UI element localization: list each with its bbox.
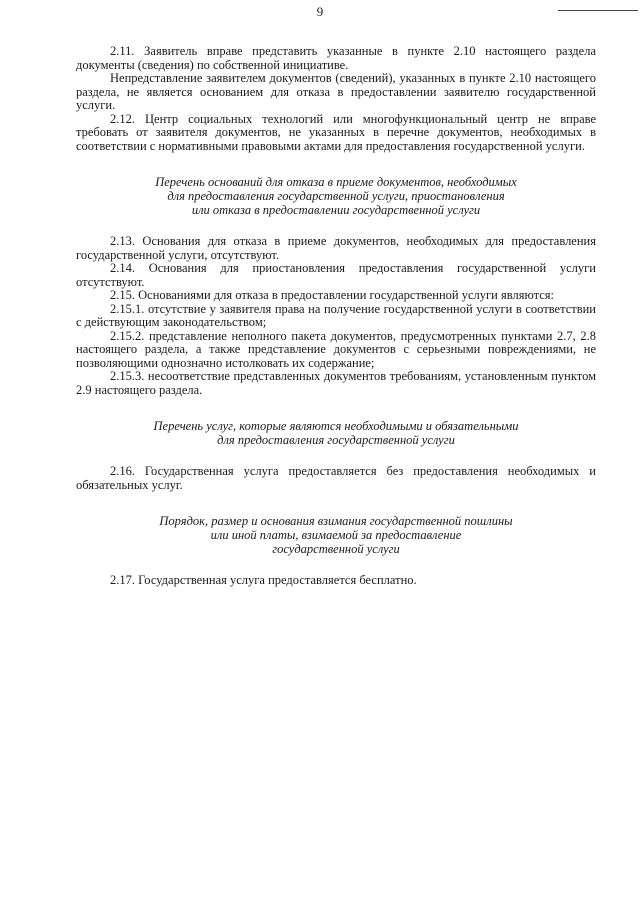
- paragraph-2-16: 2.16. Государственная услуга предоставляется без предоставления необходимых и обязательных услуг.: [76, 464, 596, 492]
- paragraph-2-15-2: 2.15.2. представление неполного пакета документов, предусмотренных пунктами 2.7, 2.8 настоящего раздела, а также представление документов с серьезными повреждениями, не позволяющими однозначно истолковать их содержание;: [76, 328, 596, 370]
- heading-line: или отказа в предоставлении государственной услуги: [191, 203, 481, 217]
- paragraph-non-submission: Непредставление заявителем документов (сведений), указанных в пункте 2.10 настоящего раздела, не является основанием для отказа в предоставлении заявителю государственной услуги.: [76, 71, 596, 112]
- page-number: 9: [316, 4, 324, 19]
- scan-edge-line: [558, 10, 638, 11]
- heading-line: Перечень услуг, которые являются необходимыми и обязательными: [153, 419, 519, 433]
- heading-line: Порядок, размер и основания взимания государственной пошлины: [159, 514, 513, 528]
- section-heading-refusal-grounds: [76, 175, 596, 217]
- paragraph-2-15-1: 2.15.1. отсутствие у заявителя права на получение государственной услуги в соответствии с действующим законодательством;: [76, 301, 596, 329]
- document-body: [76, 45, 596, 588]
- heading-line: Перечень оснований для отказа в приеме документов, необходимых: [155, 175, 517, 189]
- heading-line: для предоставления государственной услуги, приостановления: [167, 189, 505, 203]
- heading-line: государственной услуги: [272, 542, 400, 556]
- paragraph-2-13: 2.13. Основания для отказа в приеме документов, необходимых для предоставления государственной услуги, отсутствуют.: [76, 234, 596, 262]
- paragraph-2-17: 2.17. Государственная услуга предоставляется бесплатно.: [110, 573, 417, 587]
- heading-line: для предоставления государственной услуги: [217, 433, 455, 447]
- heading-line: или иной платы, взимаемой за предоставление: [210, 528, 462, 542]
- paragraph-2-12: 2.12. Центр социальных технологий или многофункциональный центр не вправе требовать от заявителя документов, не указанных в перечне документов, необходимых в соответствии с нормативными правовыми актами для предоставления государственной услуги.: [76, 111, 596, 153]
- section-heading-fees: [76, 514, 596, 556]
- section-heading-mandatory-services: [76, 419, 596, 447]
- paragraph-2-11: 2.11. Заявитель вправе представить указанные в пункте 2.10 настоящего раздела документы (сведения) по собственной инициативе.: [76, 44, 596, 72]
- paragraph-2-15-3: 2.15.3. несоответствие представленных документов требованиям, установленным пунктом 2.9 настоящего раздела.: [76, 369, 596, 397]
- paragraph-2-15: 2.15. Основаниями для отказа в предоставлении государственной услуги являются:: [110, 288, 555, 302]
- paragraph-2-14: 2.14. Основания для приостановления предоставления государственной услуги отсутствуют.: [76, 261, 596, 289]
